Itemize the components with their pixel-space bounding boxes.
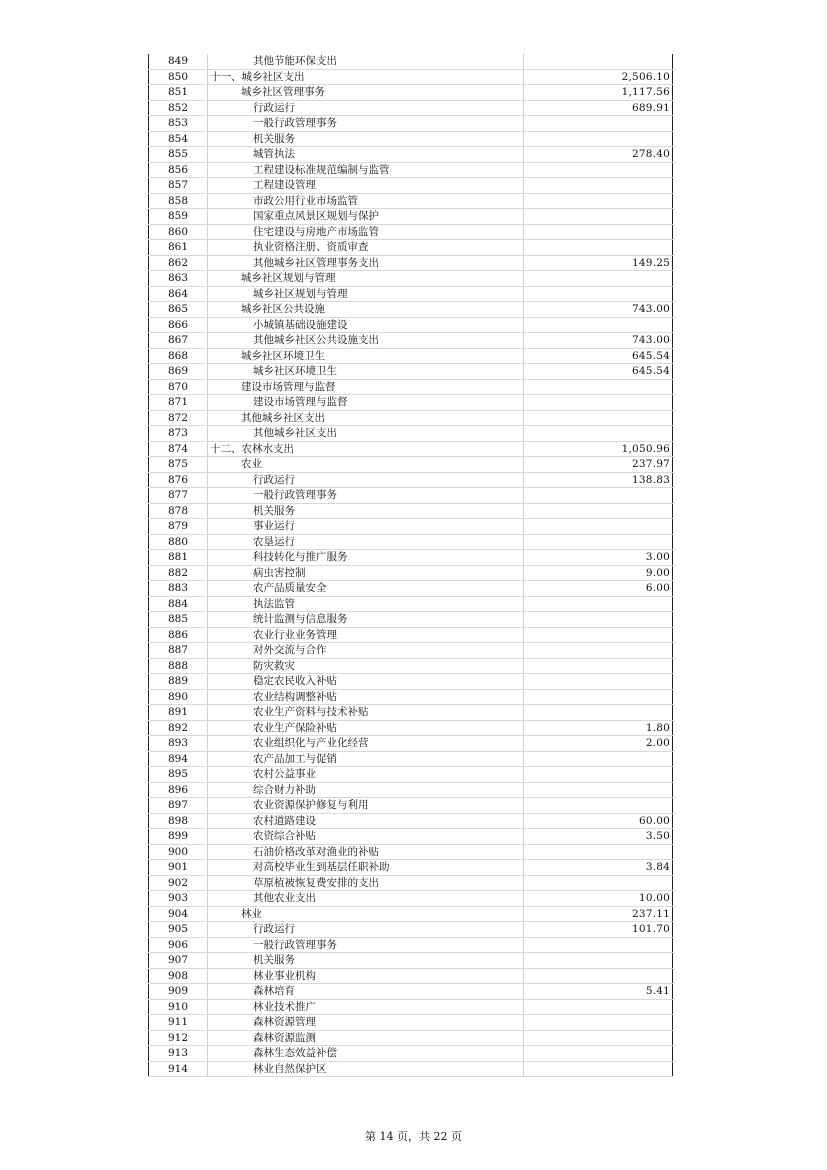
table-row <box>149 85 673 101</box>
item-name-cell: 林业技术推广 <box>208 999 524 1015</box>
row-number-cell: 908 <box>149 968 208 984</box>
row-number-cell: 895 <box>149 767 208 783</box>
table-row <box>149 875 673 891</box>
table-row <box>149 891 673 907</box>
row-number-cell: 863 <box>149 271 208 287</box>
item-name-cell: 城乡社区规划与管理 <box>208 286 524 302</box>
item-name-cell: 林业自然保护区 <box>208 1061 524 1077</box>
table-row <box>149 782 673 798</box>
amount-cell: 237.11 <box>524 906 673 922</box>
item-name-cell: 其他农业支出 <box>208 891 524 907</box>
table-row <box>149 751 673 767</box>
row-number-cell: 881 <box>149 550 208 566</box>
table-row <box>149 193 673 209</box>
amount-cell: 3.50 <box>524 829 673 845</box>
amount-cell: 10.00 <box>524 891 673 907</box>
row-number-cell: 877 <box>149 488 208 504</box>
row-number-cell: 909 <box>149 984 208 1000</box>
table-row <box>149 720 673 736</box>
table-row <box>149 689 673 705</box>
table-row <box>149 116 673 132</box>
amount-cell <box>524 193 673 209</box>
row-number-cell: 907 <box>149 953 208 969</box>
amount-cell <box>524 844 673 860</box>
table-row <box>149 488 673 504</box>
amount-cell: 1.80 <box>524 720 673 736</box>
row-number-cell: 892 <box>149 720 208 736</box>
item-name-cell: 一般行政管理事务 <box>208 488 524 504</box>
row-number-cell: 878 <box>149 503 208 519</box>
amount-cell <box>524 519 673 535</box>
item-name-cell: 森林资源管理 <box>208 1015 524 1031</box>
item-name-cell: 病虫害控制 <box>208 565 524 581</box>
item-name-cell: 草原植被恢复费安排的支出 <box>208 875 524 891</box>
amount-cell <box>524 131 673 147</box>
item-name-cell: 机关服务 <box>208 503 524 519</box>
item-name-cell: 其他城乡社区支出 <box>208 410 524 426</box>
item-name-cell: 农产品质量安全 <box>208 581 524 597</box>
item-name-cell: 其他城乡社区公共设施支出 <box>208 333 524 349</box>
amount-cell: 237.97 <box>524 457 673 473</box>
item-name-cell: 农村道路建设 <box>208 813 524 829</box>
item-name-cell: 执法监管 <box>208 596 524 612</box>
table-row <box>149 736 673 752</box>
item-name-cell: 机关服务 <box>208 131 524 147</box>
amount-cell <box>524 209 673 225</box>
row-number-cell: 887 <box>149 643 208 659</box>
table-row <box>149 333 673 349</box>
amount-cell: 743.00 <box>524 302 673 318</box>
amount-cell <box>524 379 673 395</box>
row-number-cell: 900 <box>149 844 208 860</box>
item-name-cell: 农业资源保护修复与利用 <box>208 798 524 814</box>
amount-cell <box>524 798 673 814</box>
table-row <box>149 178 673 194</box>
amount-cell <box>524 534 673 550</box>
amount-cell: 1,050.96 <box>524 441 673 457</box>
item-name-cell: 农村公益事业 <box>208 767 524 783</box>
row-number-cell: 898 <box>149 813 208 829</box>
table-row <box>149 410 673 426</box>
row-number-cell: 883 <box>149 581 208 597</box>
row-number-cell: 852 <box>149 100 208 116</box>
item-name-cell: 统计监测与信息服务 <box>208 612 524 628</box>
item-name-cell: 林业 <box>208 906 524 922</box>
amount-cell <box>524 999 673 1015</box>
row-number-cell: 860 <box>149 224 208 240</box>
row-number-cell: 851 <box>149 85 208 101</box>
table-row <box>149 906 673 922</box>
item-name-cell: 对高校毕业生到基层任职补助 <box>208 860 524 876</box>
item-name-cell: 农业 <box>208 457 524 473</box>
item-name-cell: 执业资格注册、资质审查 <box>208 240 524 256</box>
row-number-cell: 901 <box>149 860 208 876</box>
row-number-cell: 868 <box>149 348 208 364</box>
amount-cell <box>524 1061 673 1077</box>
table-row <box>149 953 673 969</box>
table-row <box>149 519 673 535</box>
table-row <box>149 271 673 287</box>
amount-cell: 689.91 <box>524 100 673 116</box>
row-number-cell: 857 <box>149 178 208 194</box>
item-name-cell: 对外交流与合作 <box>208 643 524 659</box>
row-number-cell: 870 <box>149 379 208 395</box>
row-number-cell: 856 <box>149 162 208 178</box>
item-name-cell: 城乡社区管理事务 <box>208 85 524 101</box>
row-number-cell: 854 <box>149 131 208 147</box>
row-number-cell: 891 <box>149 705 208 721</box>
table-row <box>149 426 673 442</box>
table-row <box>149 1030 673 1046</box>
amount-cell <box>524 488 673 504</box>
table-row <box>149 844 673 860</box>
amount-cell: 278.40 <box>524 147 673 163</box>
budget-table <box>148 54 673 1077</box>
row-number-cell: 889 <box>149 674 208 690</box>
item-name-cell: 城乡社区规划与管理 <box>208 271 524 287</box>
table-row <box>149 968 673 984</box>
table-row <box>149 364 673 380</box>
table-row <box>149 131 673 147</box>
table-row <box>149 550 673 566</box>
row-number-cell: 858 <box>149 193 208 209</box>
table-row <box>149 348 673 364</box>
amount-cell <box>524 875 673 891</box>
amount-cell <box>524 658 673 674</box>
amount-cell <box>524 937 673 953</box>
row-number-cell: 862 <box>149 255 208 271</box>
amount-cell <box>524 782 673 798</box>
row-number-cell: 899 <box>149 829 208 845</box>
item-name-cell: 科技转化与推广服务 <box>208 550 524 566</box>
table-row <box>149 1015 673 1031</box>
table-row <box>149 581 673 597</box>
amount-cell: 645.54 <box>524 364 673 380</box>
item-name-cell: 农业生产保险补贴 <box>208 720 524 736</box>
table-row <box>149 209 673 225</box>
amount-cell <box>524 1030 673 1046</box>
row-number-cell: 867 <box>149 333 208 349</box>
table-row <box>149 643 673 659</box>
amount-cell: 3.84 <box>524 860 673 876</box>
item-name-cell: 农业组织化与产业化经营 <box>208 736 524 752</box>
table-row <box>149 999 673 1015</box>
item-name-cell: 城乡社区环境卫生 <box>208 348 524 364</box>
table-row <box>149 674 673 690</box>
item-name-cell: 林业事业机构 <box>208 968 524 984</box>
item-name-cell: 工程建设标准规范编制与监管 <box>208 162 524 178</box>
amount-cell: 743.00 <box>524 333 673 349</box>
item-name-cell: 一般行政管理事务 <box>208 116 524 132</box>
amount-cell: 5.41 <box>524 984 673 1000</box>
amount-cell <box>524 968 673 984</box>
item-name-cell: 石油价格改革对渔业的补贴 <box>208 844 524 860</box>
row-number-cell: 855 <box>149 147 208 163</box>
row-number-cell: 905 <box>149 922 208 938</box>
item-name-cell: 其他节能环保支出 <box>208 54 524 69</box>
table-row <box>149 472 673 488</box>
item-name-cell: 一般行政管理事务 <box>208 937 524 953</box>
row-number-cell: 894 <box>149 751 208 767</box>
table-row <box>149 69 673 85</box>
row-number-cell: 884 <box>149 596 208 612</box>
row-number-cell: 893 <box>149 736 208 752</box>
row-number-cell: 890 <box>149 689 208 705</box>
amount-cell <box>524 271 673 287</box>
item-name-cell: 小城镇基础设施建设 <box>208 317 524 333</box>
row-number-cell: 882 <box>149 565 208 581</box>
item-name-cell: 农业结构调整补贴 <box>208 689 524 705</box>
amount-cell: 2.00 <box>524 736 673 752</box>
amount-cell: 6.00 <box>524 581 673 597</box>
amount-cell <box>524 410 673 426</box>
row-number-cell: 885 <box>149 612 208 628</box>
item-name-cell: 十二、农林水支出 <box>208 441 524 457</box>
amount-cell <box>524 178 673 194</box>
item-name-cell: 建设市场管理与监督 <box>208 379 524 395</box>
table-row <box>149 798 673 814</box>
row-number-cell: 873 <box>149 426 208 442</box>
amount-cell: 149.25 <box>524 255 673 271</box>
amount-cell <box>524 612 673 628</box>
table-row <box>149 224 673 240</box>
row-number-cell: 902 <box>149 875 208 891</box>
table-row <box>149 240 673 256</box>
row-number-cell: 886 <box>149 627 208 643</box>
amount-cell <box>524 317 673 333</box>
amount-cell <box>524 240 673 256</box>
item-name-cell: 行政运行 <box>208 472 524 488</box>
row-number-cell: 888 <box>149 658 208 674</box>
item-name-cell: 森林生态效益补偿 <box>208 1046 524 1062</box>
amount-cell <box>524 162 673 178</box>
page-footer: 第 14 页，共 22 页 <box>365 1130 462 1143</box>
row-number-cell: 875 <box>149 457 208 473</box>
item-name-cell: 事业运行 <box>208 519 524 535</box>
item-name-cell: 城管执法 <box>208 147 524 163</box>
amount-cell <box>524 689 673 705</box>
row-number-cell: 910 <box>149 999 208 1015</box>
table-row <box>149 441 673 457</box>
item-name-cell: 农资综合补贴 <box>208 829 524 845</box>
item-name-cell: 农业生产资料与技术补贴 <box>208 705 524 721</box>
item-name-cell: 行政运行 <box>208 100 524 116</box>
item-name-cell: 其他城乡社区管理事务支出 <box>208 255 524 271</box>
table-row <box>149 503 673 519</box>
amount-cell <box>524 426 673 442</box>
amount-cell <box>524 705 673 721</box>
table-row <box>149 612 673 628</box>
table-row <box>149 162 673 178</box>
amount-cell: 60.00 <box>524 813 673 829</box>
amount-cell: 645.54 <box>524 348 673 364</box>
table-row <box>149 302 673 318</box>
item-name-cell: 农产品加工与促销 <box>208 751 524 767</box>
table-row <box>149 286 673 302</box>
row-number-cell: 879 <box>149 519 208 535</box>
row-number-cell: 865 <box>149 302 208 318</box>
row-number-cell: 913 <box>149 1046 208 1062</box>
row-number-cell: 904 <box>149 906 208 922</box>
item-name-cell: 防灾救灾 <box>208 658 524 674</box>
amount-cell: 3.00 <box>524 550 673 566</box>
row-number-cell: 903 <box>149 891 208 907</box>
amount-cell <box>524 395 673 411</box>
item-name-cell: 国家重点风景区规划与保护 <box>208 209 524 225</box>
table-row <box>149 54 673 69</box>
row-number-cell: 874 <box>149 441 208 457</box>
table-row <box>149 984 673 1000</box>
table-row <box>149 937 673 953</box>
amount-cell <box>524 596 673 612</box>
item-name-cell: 行政运行 <box>208 922 524 938</box>
amount-cell <box>524 1046 673 1062</box>
amount-cell: 1,117.56 <box>524 85 673 101</box>
item-name-cell: 森林资源监测 <box>208 1030 524 1046</box>
item-name-cell: 农垦运行 <box>208 534 524 550</box>
row-number-cell: 911 <box>149 1015 208 1031</box>
item-name-cell: 城乡社区环境卫生 <box>208 364 524 380</box>
amount-cell <box>524 286 673 302</box>
row-number-cell: 912 <box>149 1030 208 1046</box>
amount-cell <box>524 503 673 519</box>
table-row <box>149 395 673 411</box>
table-row <box>149 100 673 116</box>
table-row <box>149 565 673 581</box>
amount-cell <box>524 674 673 690</box>
row-number-cell: 880 <box>149 534 208 550</box>
row-number-cell: 866 <box>149 317 208 333</box>
table-row <box>149 147 673 163</box>
item-name-cell: 城乡社区公共设施 <box>208 302 524 318</box>
item-name-cell: 十一、城乡社区支出 <box>208 69 524 85</box>
item-name-cell: 市政公用行业市场监管 <box>208 193 524 209</box>
table-row <box>149 658 673 674</box>
amount-cell <box>524 627 673 643</box>
table-row <box>149 922 673 938</box>
row-number-cell: 861 <box>149 240 208 256</box>
row-number-cell: 897 <box>149 798 208 814</box>
item-name-cell: 住宅建设与房地产市场监管 <box>208 224 524 240</box>
item-name-cell: 稳定农民收入补贴 <box>208 674 524 690</box>
amount-cell <box>524 643 673 659</box>
row-number-cell: 850 <box>149 69 208 85</box>
row-number-cell: 872 <box>149 410 208 426</box>
row-number-cell: 871 <box>149 395 208 411</box>
table-row <box>149 627 673 643</box>
table-row <box>149 317 673 333</box>
table-row <box>149 1046 673 1062</box>
item-name-cell: 森林培育 <box>208 984 524 1000</box>
table-row <box>149 705 673 721</box>
amount-cell: 9.00 <box>524 565 673 581</box>
amount-cell <box>524 224 673 240</box>
amount-cell: 101.70 <box>524 922 673 938</box>
table-row <box>149 1061 673 1077</box>
amount-cell <box>524 767 673 783</box>
row-number-cell: 914 <box>149 1061 208 1077</box>
row-number-cell: 876 <box>149 472 208 488</box>
table-row <box>149 596 673 612</box>
row-number-cell: 849 <box>149 54 208 69</box>
row-number-cell: 864 <box>149 286 208 302</box>
amount-cell: 2,506.10 <box>524 69 673 85</box>
table-row <box>149 767 673 783</box>
item-name-cell: 农业行业业务管理 <box>208 627 524 643</box>
table-row <box>149 457 673 473</box>
table-row <box>149 813 673 829</box>
amount-cell <box>524 116 673 132</box>
item-name-cell: 工程建设管理 <box>208 178 524 194</box>
row-number-cell: 896 <box>149 782 208 798</box>
item-name-cell: 建设市场管理与监督 <box>208 395 524 411</box>
item-name-cell: 综合财力补助 <box>208 782 524 798</box>
row-number-cell: 859 <box>149 209 208 225</box>
amount-cell <box>524 54 673 69</box>
table-row <box>149 829 673 845</box>
table-row <box>149 379 673 395</box>
table-row <box>149 860 673 876</box>
item-name-cell: 机关服务 <box>208 953 524 969</box>
amount-cell <box>524 1015 673 1031</box>
row-number-cell: 906 <box>149 937 208 953</box>
amount-cell <box>524 953 673 969</box>
row-number-cell: 869 <box>149 364 208 380</box>
row-number-cell: 853 <box>149 116 208 132</box>
amount-cell: 138.83 <box>524 472 673 488</box>
table-row <box>149 534 673 550</box>
budget-table-body <box>149 54 673 1077</box>
amount-cell <box>524 751 673 767</box>
item-name-cell: 其他城乡社区支出 <box>208 426 524 442</box>
table-row <box>149 255 673 271</box>
